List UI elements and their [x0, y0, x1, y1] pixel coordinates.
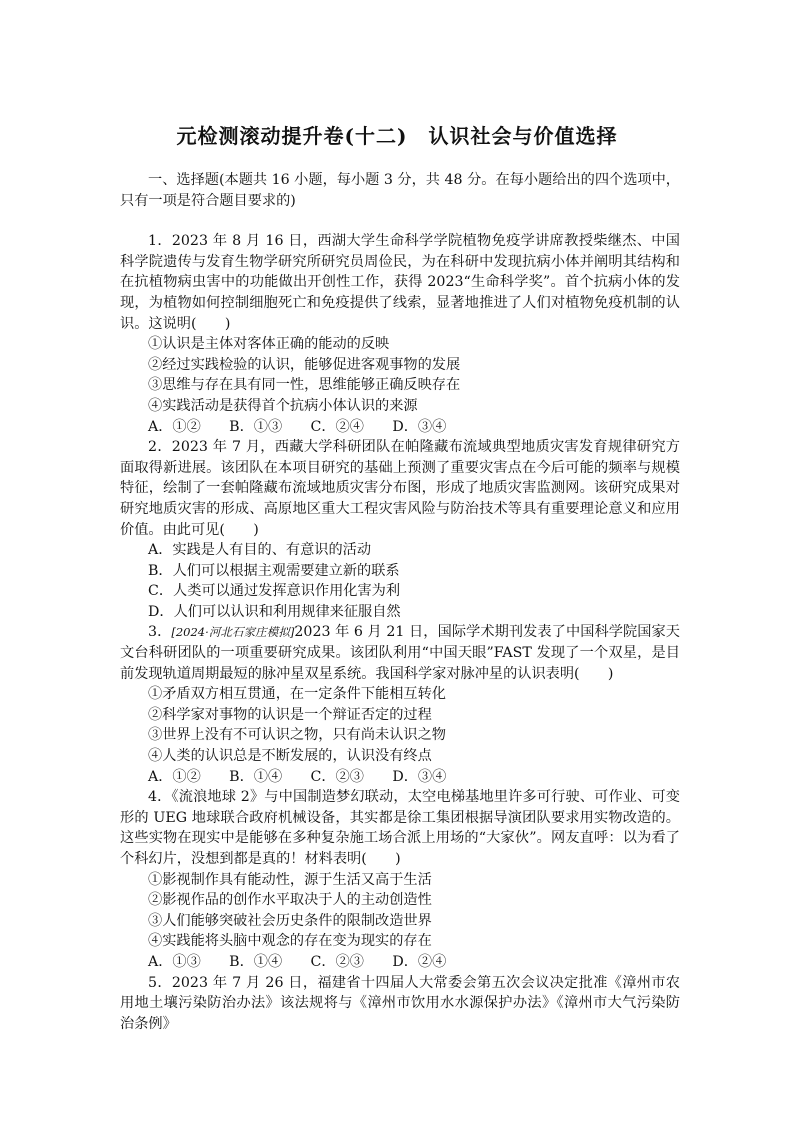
page-title: 元检测滚动提升卷(十二) 认识社会与价值选择: [176, 124, 618, 148]
content: [120, 170, 680, 1034]
question-option: ①认识是主体对客体正确的能动的反映: [148, 336, 390, 353]
question-source: [2024·河北石家庄模拟]: [171, 625, 295, 640]
question-option: ③思维与存在具有同一性，思维能够正确反映存在: [148, 377, 461, 394]
question-option: ①影视制作具有能动性，源于生活又高于生活: [148, 871, 432, 888]
question-option: ④实践活动是获得首个抗病小体认识的来源: [148, 397, 418, 414]
question-option: ①矛盾双方相互贯通，在一定条件下能相互转化: [148, 686, 446, 703]
question-option: D．人们可以认识和利用规律来征服自然: [148, 603, 401, 620]
question-option: ②影视作品的创作水平取决于人的主动创造性: [148, 892, 432, 909]
question-stem: [120, 622, 680, 684]
answer-choices: A．①③ B．①④ C．②③ D．②④: [148, 953, 447, 970]
question-3: [120, 622, 680, 787]
question-option: ③世界上没有不可认识之物，只有尚未认识之物: [148, 727, 446, 744]
question-stem: 5．2023 年 7 月 26 日，福建省十四届人大常委会第五次会议决定批准《漳州市农用地土壤污染防治办法》该法规将与《漳州市饮用水水源保护办法》《漳州市大气污染防治条例》: [120, 974, 680, 1032]
question-option: ②科学家对事物的认识是一个辩证否定的过程: [148, 706, 432, 723]
question-stem: 1．2023 年 8 月 16 日，西湖大学生命科学学院植物免疫学讲席教授柴继杰、中国科学院遗传与发育生物学研究所研究员周俭民，为在科研中发现抗病小体并阐明其结构和在抗植物病虫害中的功能做出开创性工作，获得 2023“生命科学奖”。首个抗病小体的发现，为植物如何控制细胞死亡和免疫提供了线索，显著地推进了人们对植物免疫机制的认识。这说明( ): [120, 233, 680, 332]
question-option: ④人类的认识总是不断发展的，认识没有终点: [148, 748, 432, 765]
question-option: ③人们能够突破社会历史条件的限制改造世界: [148, 912, 432, 929]
question-5: [120, 973, 680, 1035]
question-option: C．人类可以通过发挥意识作用化害为利: [148, 583, 401, 600]
question-4: [120, 787, 680, 972]
question-option: B．人们可以根据主观需要建立新的联系: [148, 562, 400, 579]
answer-choices: A．①② B．①③ C．②④ D．③④: [148, 418, 447, 435]
answer-choices: A．①② B．①④ C．②③ D．③④: [148, 768, 447, 785]
question-stem-text: 2023 年 6 月 21 日，国际学术期刊发表了中国科学院国家天文台科研团队的一项重要研究成果。该团队利用“中国天眼”FAST 发现了一个双星，是目前发现轨道周期最短的脉冲星双星系统。我国科学家对脉冲星的认识表明( ): [120, 624, 680, 682]
question-option: ②经过实践检验的认识，能够促进客观事物的发展: [148, 356, 461, 373]
question-stem: 4．《流浪地球 2》与中国制造梦幻联动，太空电梯基地里许多可行驶、可作业、可变形的 UEG 地球联合政府机械设备，其实都是徐工集团根据导演团队要求用实物改造的。这些实物在现实中是能够在多种复杂施工场合派上用场的“大家伙”。网友直呼：以为看了个科幻片，没想到都是真的！材料表明( ): [120, 789, 680, 867]
question-stem: 2．2023 年 7 月，西藏大学科研团队在帕隆藏布流域典型地质灾害发育规律研究方面取得新进展。该团队在本项目研究的基础上预测了重要灾害点在今后可能的频率与规模特征，绘制了一套帕隆藏布流域地质灾害分布图，形成了地质灾害监测网。该研究成果对研究地质灾害的形成、高原地区重大工程灾害风险与防治技术等具有重要理论意义和应用价值。由此可见( ): [120, 439, 680, 538]
question-2: [120, 437, 680, 622]
question-number: 3．: [148, 624, 172, 641]
section-intro: 一、选择题(本题共 16 小题，每小题 3 分，共 48 分。在每小题给出的四个选项中，只有一项是符合题目要求的): [120, 172, 680, 209]
question-option: A．实践是人有目的、有意识的活动: [148, 542, 372, 559]
question-1: [120, 231, 680, 437]
question-option: ④实践能将头脑中观念的存在变为现实的存在: [148, 933, 432, 950]
